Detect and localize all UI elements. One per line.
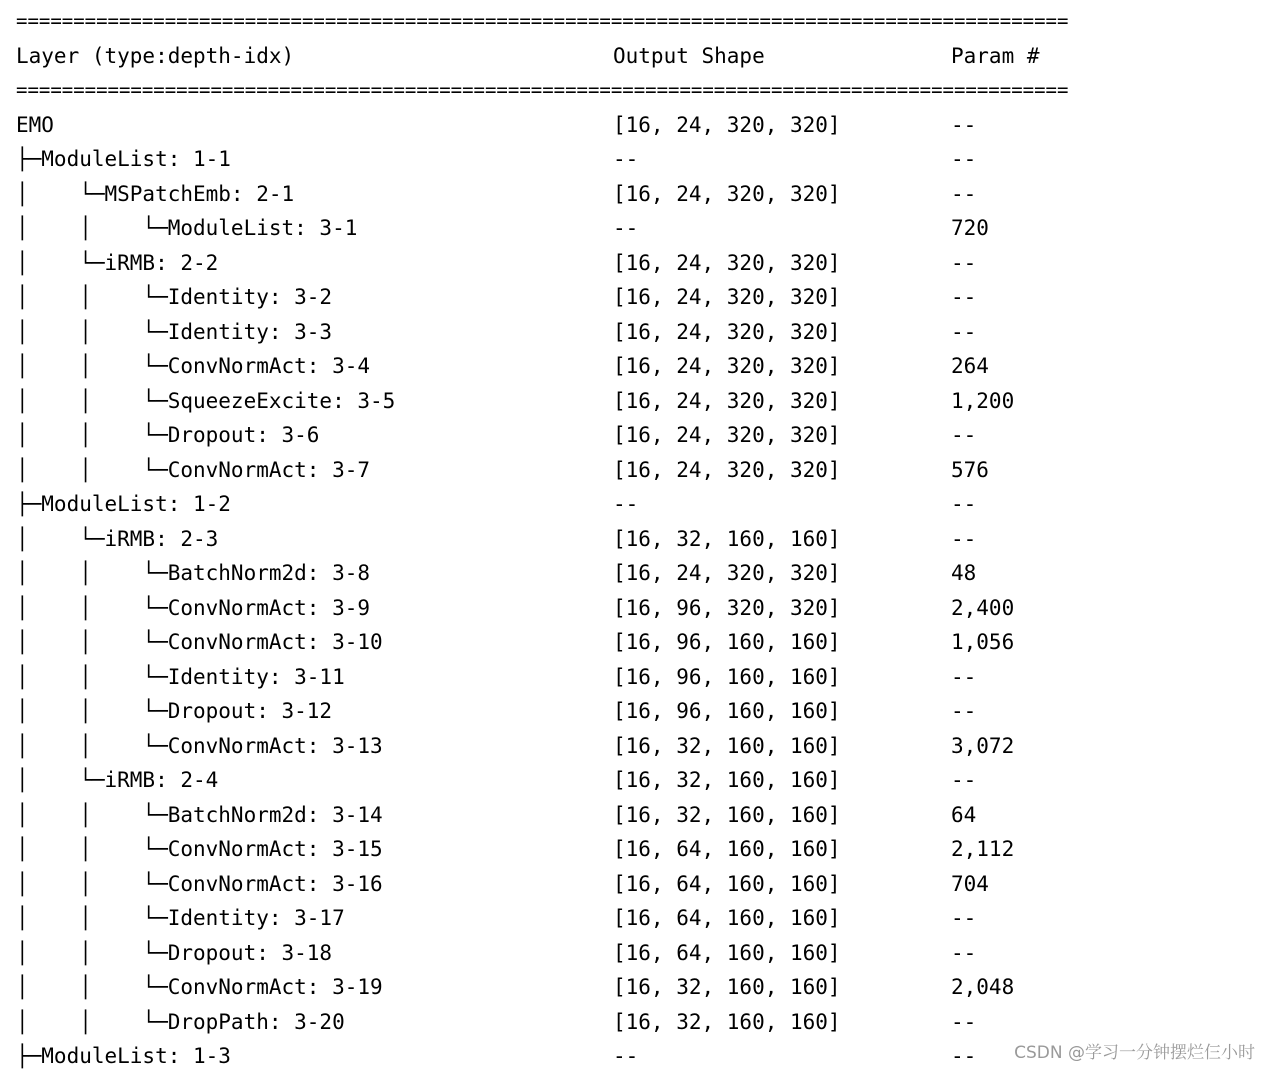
param-count: --	[951, 319, 977, 344]
param-count: 64	[951, 802, 977, 827]
param-count: --	[951, 906, 977, 930]
layer-name: │ │ └─ConvNormAct: 3-7	[16, 457, 371, 482]
layer-name: │ │ └─BatchNorm2d: 3-8	[16, 561, 371, 585]
layer-name: │ └─iRMB: 2-3	[16, 526, 219, 551]
param-count: 2,048	[951, 975, 1015, 999]
layer-name: │ │ └─ConvNormAct: 3-15	[16, 837, 383, 861]
param-count: 704	[951, 871, 989, 896]
param-count: --	[951, 1044, 977, 1068]
output-shape: --	[613, 147, 639, 171]
output-shape: [16, 24, 320, 320]	[613, 423, 841, 447]
param-count: --	[951, 285, 977, 309]
param-count: --	[951, 112, 977, 137]
layer-row	[16, 729, 1256, 764]
layer-row	[16, 832, 1256, 867]
layer-row	[16, 901, 1256, 936]
output-shape: [16, 32, 160, 160]	[613, 768, 841, 792]
param-count: 576	[951, 457, 989, 482]
param-count: --	[951, 250, 977, 275]
layer-name: │ │ └─Identity: 3-2	[16, 285, 333, 309]
layer-row	[16, 763, 1256, 798]
layer-row	[16, 936, 1256, 971]
layer-row	[16, 522, 1256, 557]
param-count: --	[951, 526, 977, 551]
layer-name: │ │ └─Identity: 3-3	[16, 319, 333, 344]
layer-name: │ │ └─ConvNormAct: 3-10	[16, 630, 383, 654]
layer-row	[16, 487, 1256, 522]
param-count: --	[951, 768, 977, 792]
param-count: --	[951, 181, 977, 206]
param-count: 2,112	[951, 837, 1015, 861]
layer-name: ├─ModuleList: 1-1	[16, 147, 231, 171]
output-shape: [16, 32, 160, 160]	[613, 975, 841, 999]
header-param-count: Param #	[951, 43, 1040, 68]
layer-row	[16, 384, 1256, 419]
layer-row	[16, 142, 1256, 177]
header-layer: Layer (type:depth-idx)	[16, 43, 295, 68]
layer-name: │ └─iRMB: 2-4	[16, 768, 219, 792]
param-count: --	[951, 664, 977, 689]
layer-row	[16, 556, 1256, 591]
layer-row	[16, 177, 1256, 212]
param-count: --	[951, 423, 977, 447]
output-shape: [16, 24, 320, 320]	[613, 561, 841, 585]
output-shape: [16, 96, 160, 160]	[613, 630, 841, 654]
output-shape: [16, 24, 320, 320]	[613, 388, 841, 413]
layer-name: │ │ └─ModuleList: 3-1	[16, 216, 358, 240]
layer-name: EMO	[16, 112, 54, 137]
layer-name: │ │ └─ConvNormAct: 3-13	[16, 733, 383, 758]
output-shape: [16, 24, 320, 320]	[613, 250, 841, 275]
model-summary-table	[16, 4, 1256, 1074]
layer-row	[16, 246, 1256, 281]
layer-name: │ │ └─BatchNorm2d: 3-14	[16, 802, 383, 827]
layer-row	[16, 211, 1256, 246]
separator-line-header: ============================================================================================	[16, 79, 1069, 101]
output-shape: [16, 96, 320, 320]	[613, 595, 841, 620]
layer-name: ├─ModuleList: 1-2	[16, 492, 231, 516]
output-shape: [16, 64, 160, 160]	[613, 837, 841, 861]
param-count: 1,056	[951, 630, 1015, 654]
layer-row	[16, 349, 1256, 384]
param-count: 1,200	[951, 388, 1015, 413]
output-shape: [16, 24, 320, 320]	[613, 181, 841, 206]
layer-row	[16, 453, 1256, 488]
layer-row	[16, 1005, 1256, 1040]
output-shape: [16, 64, 160, 160]	[613, 940, 841, 965]
layer-name: │ │ └─Dropout: 3-6	[16, 423, 320, 447]
layer-row	[16, 867, 1256, 902]
output-shape: --	[613, 492, 639, 516]
output-shape: [16, 24, 320, 320]	[613, 112, 841, 137]
layer-row	[16, 694, 1256, 729]
output-shape: [16, 32, 160, 160]	[613, 1009, 841, 1034]
output-shape: [16, 64, 160, 160]	[613, 906, 841, 930]
layer-row	[16, 625, 1256, 660]
param-count: --	[951, 147, 977, 171]
output-shape: [16, 32, 160, 160]	[613, 802, 841, 827]
layer-name: │ │ └─ConvNormAct: 3-9	[16, 595, 371, 620]
output-shape: [16, 96, 160, 160]	[613, 664, 841, 689]
layer-row	[16, 418, 1256, 453]
layer-name: │ │ └─Dropout: 3-18	[16, 940, 333, 965]
layer-row	[16, 315, 1256, 350]
layer-row	[16, 280, 1256, 315]
layer-name: │ │ └─DropPath: 3-20	[16, 1009, 345, 1034]
layer-row	[16, 798, 1256, 833]
layer-row	[16, 970, 1256, 1005]
param-count: 720	[951, 216, 989, 240]
param-count: --	[951, 492, 977, 516]
output-shape: [16, 32, 160, 160]	[613, 733, 841, 758]
output-shape: [16, 24, 320, 320]	[613, 457, 841, 482]
layer-name: ├─ModuleList: 1-3	[16, 1044, 231, 1068]
header-row	[16, 39, 1256, 74]
output-shape: [16, 96, 160, 160]	[613, 699, 841, 723]
param-count: 264	[951, 354, 989, 378]
output-shape: --	[613, 216, 639, 240]
layer-name: │ │ └─SqueezeExcite: 3-5	[16, 388, 396, 413]
param-count: --	[951, 1009, 977, 1034]
layer-name: │ │ └─ConvNormAct: 3-19	[16, 975, 383, 999]
csdn-watermark: CSDN @学习一分钟摆烂仨小时	[1014, 1043, 1255, 1063]
header-output-shape: Output Shape	[613, 43, 765, 68]
param-count: --	[951, 940, 977, 965]
layer-name: │ │ └─ConvNormAct: 3-16	[16, 871, 383, 896]
param-count: 48	[951, 561, 977, 585]
layer-name: │ │ └─Identity: 3-17	[16, 906, 345, 930]
layer-name: │ │ └─Identity: 3-11	[16, 664, 345, 689]
output-shape: [16, 32, 160, 160]	[613, 526, 841, 551]
layer-name: │ └─MSPatchEmb: 2-1	[16, 181, 295, 206]
layer-row	[16, 591, 1256, 626]
layer-row	[16, 108, 1256, 143]
output-shape: [16, 24, 320, 320]	[613, 354, 841, 378]
layer-row	[16, 660, 1256, 695]
layer-name: │ │ └─Dropout: 3-12	[16, 699, 333, 723]
output-shape: [16, 64, 160, 160]	[613, 871, 841, 896]
layer-name: │ │ └─ConvNormAct: 3-4	[16, 354, 371, 378]
output-shape: [16, 24, 320, 320]	[613, 285, 841, 309]
layer-rows	[16, 108, 1256, 1074]
layer-name: │ └─iRMB: 2-2	[16, 250, 219, 275]
param-count: 2,400	[951, 595, 1015, 620]
output-shape: [16, 24, 320, 320]	[613, 319, 841, 344]
param-count: --	[951, 699, 977, 723]
separator-line-top: ============================================================================================	[16, 10, 1069, 32]
param-count: 3,072	[951, 733, 1015, 758]
output-shape: --	[613, 1044, 639, 1068]
